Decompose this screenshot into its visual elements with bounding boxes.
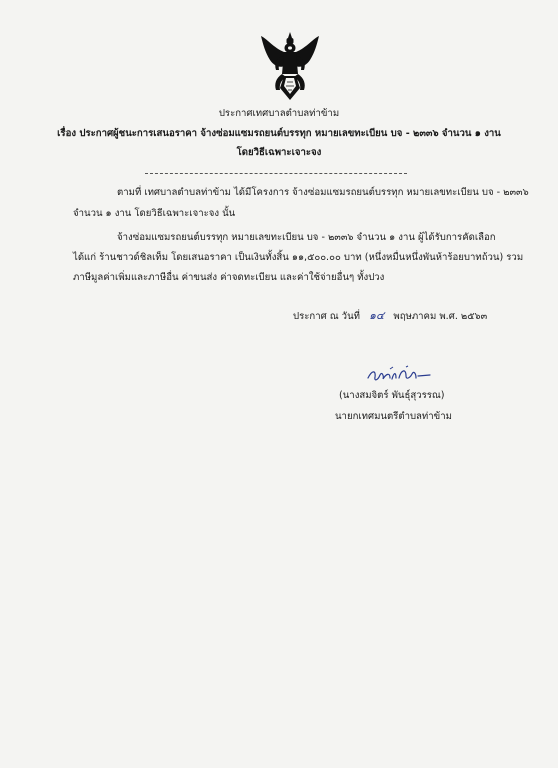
- paragraph-1-line-1: ตามที่ เทศบาลตำบลท่าข้าม ได้มีโครงการ จ้างซ่อมแซมรถยนต์บรรทุก หมายเลขทะเบียน บจ - ๒๓๓๖: [117, 187, 529, 198]
- date-line: [293, 309, 487, 323]
- paragraph-2-line-3: ภาษีมูลค่าเพิ่มและภาษีอื่น ค่าขนส่ง ค่าจดทะเบียน และค่าใช้จ่ายอื่นๆ ทั้งปวง: [73, 272, 385, 283]
- handwritten-signature: [366, 364, 432, 386]
- section-divider: [145, 173, 407, 174]
- garuda-emblem: [256, 30, 324, 102]
- date-prefix: ประกาศ ณ วันที่: [293, 311, 360, 322]
- paragraph-1-line-2: จำนวน ๑ งาน โดยวิธีเฉพาะเจาะจง นั้น: [73, 208, 236, 219]
- paragraph-2-line-1: จ้างซ่อมแซมรถยนต์บรรทุก หมายเลขทะเบียน บจ - ๒๓๓๖ จำนวน ๑ งาน ผู้ได้รับการคัดเลือก: [117, 232, 496, 243]
- paragraph-2-line-2: ได้แก่ ร้านชาวด์ชิลเท็ม โดยเสนอราคา เป็นเงินทั้งสิ้น ๑๑,๕๐๐.๐๐ บาท (หนึ่งหมื่นหนึ่งพันห้าร้อยบาทถ้วน) รวม: [73, 252, 524, 263]
- subject-line-1: เรื่อง ประกาศผู้ชนะการเสนอราคา จ้างซ่อมแซมรถยนต์บรรทุก หมายเลขทะเบียน บจ - ๒๓๓๖ จำนวน ๑ งาน: [57, 128, 501, 139]
- organization-title: ประกาศเทศบาลตำบลท่าข้าม: [218, 108, 340, 119]
- signer-position: นายกเทศมนตรีตำบลท่าข้าม: [335, 411, 452, 422]
- date-month-year: พฤษภาคม พ.ศ. ๒๕๖๓: [393, 311, 488, 322]
- signer-name: (นางสมจิตร์ พันธุ์สุวรรณ): [339, 390, 445, 401]
- date-day-handwritten: ๑๔: [369, 309, 385, 322]
- subject-line-2: โดยวิธีเฉพาะเจาะจง: [236, 147, 322, 158]
